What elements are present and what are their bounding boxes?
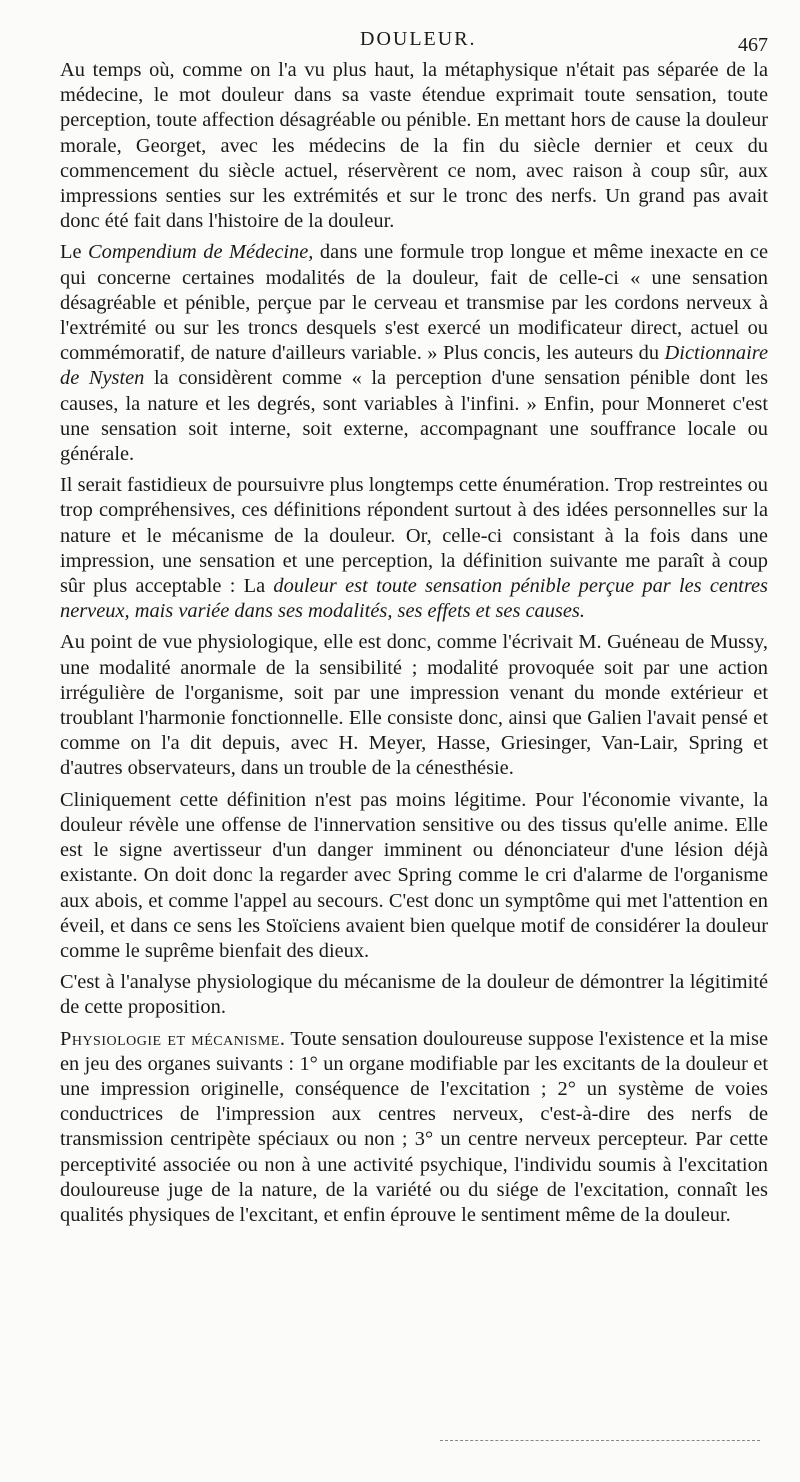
body-text <box>60 58 768 1234</box>
paragraph-3 <box>60 473 768 624</box>
section-heading: Physiologie et mécanisme. <box>60 1027 286 1050</box>
paragraph-text: Cliniquement cette définition n'est pas moins légitime. Pour l'économie vivante, la douleur révèle une offense de l'innervation sensitive ou des tissus qu'elle anime. Elle est le signe avertisseur d'un danger imminent ou dénonciateur d'une lésion déjà existante. On doit donc la regarder avec Spring comme le cri d'alarme de l'organisme aux abois, et comme l'appel au secours. C'est donc un symptôme qui met l'attention en éveil, et dans ce sens les Stoïciens avaient bien quelque motif de considérer la douleur comme le suprême bienfait des dieux. <box>60 788 768 962</box>
book-title-compendium: Compendium de Médecine, <box>88 241 314 264</box>
footer-rule <box>440 1440 760 1441</box>
paragraph-text: Au temps où, comme on l'a vu plus haut, la métaphysique n'était pas séparée de la médecine, le mot douleur dans sa vaste étendue exprimait toute sensation, toute perception, toute affection désagréable ou pénible. En mettant hors de cause la douleur morale, Georget, avec les médecins de la fin du siècle dernier et ceux du commencement du siècle actuel, réservèrent ce nom, avec raison à coup sûr, aux impressions senties sur les extrémités et sur le tronc des nerfs. Un grand pas avait donc été fait dans l'histoire de la douleur. <box>60 59 768 233</box>
paragraph-6 <box>60 970 768 1020</box>
paragraph-7 <box>60 1027 768 1229</box>
paragraph-text: Toute sensation douloureuse suppose l'existence et la mise en jeu des organes suivants : 1° un organe modifiable par les excitants de la douleur et une impression originelle, conséquence de l'excitation ; 2° un système de voies conductrices de l'impression aux centres nerveux, c'est-à-dire des nerfs de transmission centripète spéciaux ou non ; 3° un centre nerveux percepteur. Par cette perceptivité associée ou non à une activité psychique, l'individu soumis à l'excitation douloureuse juge de la nature, de la variété ou du siége de l'excitation, connaît les qualités physiques de l'excitant, et enfin éprouve le sentiment même de la douleur. <box>60 1027 768 1226</box>
paragraph-text: Il serait fastidieux de poursuivre plus longtemps cette énumération. Trop restreintes ou trop compréhensives, ces définitions répondent surtout à des idées personnelles sur la nature et le mécanisme de la douleur. Or, celle-ci consistant à la fois dans une impression, une sensation et une perception, la définition suivante me paraît à coup sûr plus acceptable : La <box>60 474 768 598</box>
paragraph-text: Le <box>60 241 89 264</box>
paragraph-2 <box>60 240 768 467</box>
paragraph-text: dans une formule trop longue et même inexacte en ce qui concerne certaines modalités de la douleur, fait de celle-ci « une sensation désagréable et pénible, perçue par le cerveau et transmise par les cordons nerveux à l'extrémité ou sur les troncs desquels s'est exercé un modificateur direct, actuel ou commémoratif, de nature d'ailleurs variable. » Plus concis, les auteurs du <box>60 241 769 365</box>
paragraph-1 <box>60 58 768 234</box>
paragraph-text: C'est à l'analyse physiologique du mécanisme de la douleur de démontrer la légitimité de cette proposition. <box>60 971 768 1019</box>
paragraph-text: Au point de vue physiologique, elle est donc, comme l'écrivait M. Guéneau de Mussy, une modalité anormale de la sensibilité ; modalité provoquée soit par une action irrégulière de l'organisme, soit par une impression venant du monde extérieur et troublant l'harmonie fonctionnelle. Elle consiste donc, ainsi que Galien l'avait pensé et comme on l'a dit depuis, avec H. Meyer, Hasse, Griesinger, Van-Lair, Spring et d'autres observateurs, dans un trouble de la cénesthésie. <box>60 631 768 780</box>
definition-italic: douleur est toute sensation pénible perçue par les centres nerveux, mais variée dans ses modalités, ses effets et ses causes. <box>60 575 768 623</box>
paragraph-4 <box>60 630 768 781</box>
book-title-nysten: Dictionnaire de Nysten <box>60 342 768 390</box>
paragraph-text: la considèrent comme « la perception d'une sensation pénible dont les causes, la nature et les degrés, sont variables à l'infini. » Enfin, pour Monneret c'est une sensation soit interne, soit externe, accompagnant une souffrance locale ou générale. <box>60 367 769 466</box>
page-number: 467 <box>738 34 768 56</box>
running-head: DOULEUR. <box>360 28 477 50</box>
paragraph-5 <box>60 788 768 964</box>
